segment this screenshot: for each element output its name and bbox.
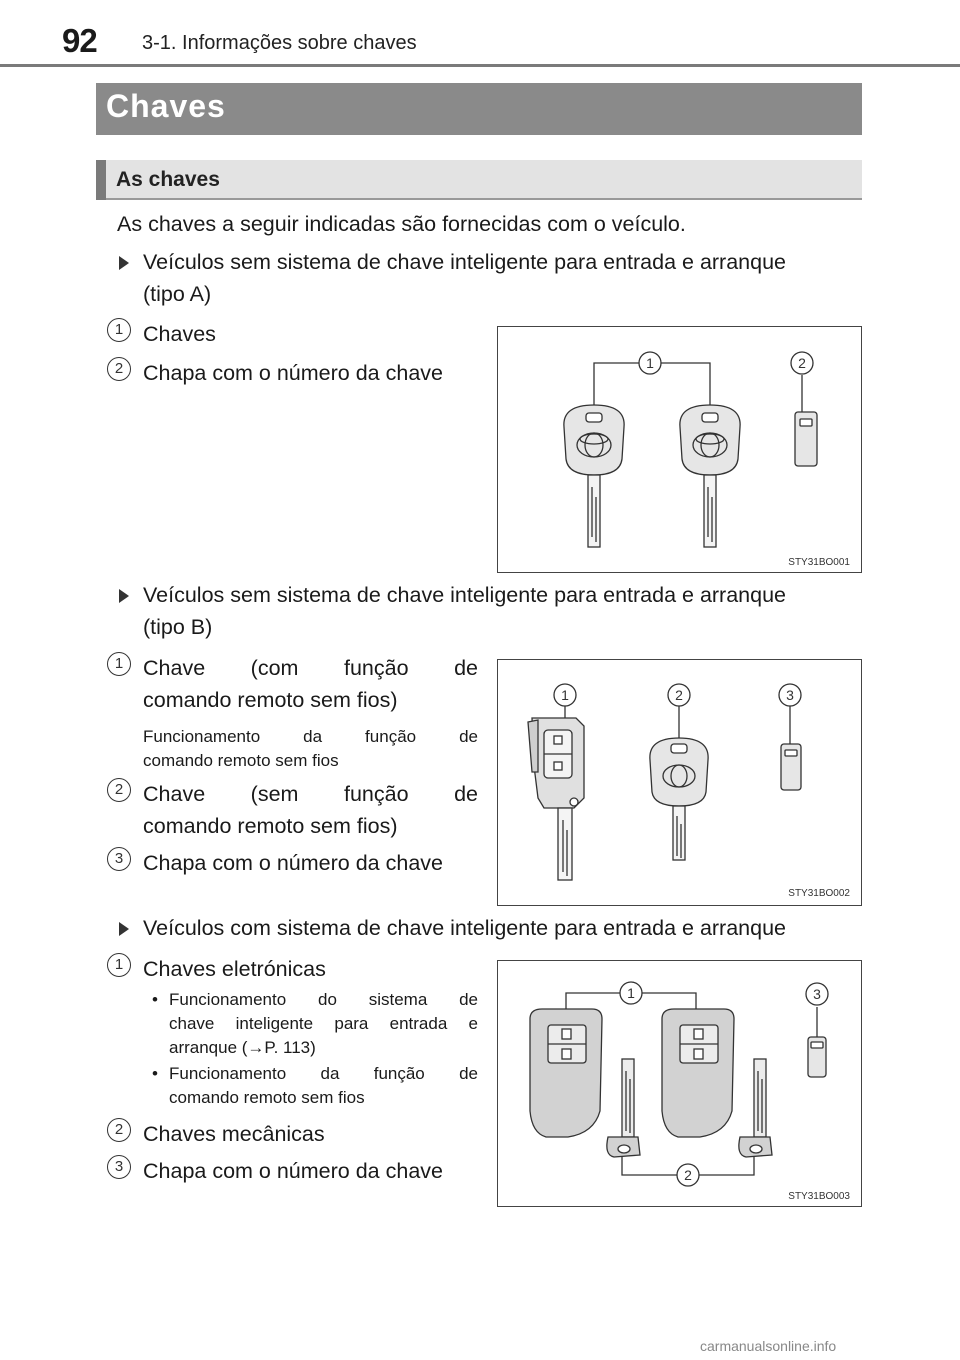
- group-b-item-plain-key-cont: comando remoto sem fios): [143, 814, 398, 838]
- figure-code: STY31BO001: [788, 557, 850, 568]
- item-number-badge: 1: [107, 318, 131, 342]
- group-b-item-remote-key-cont: comando remoto sem fios): [143, 688, 398, 712]
- bullet-dot: •: [152, 990, 158, 1009]
- figure-keys-type-b: [497, 659, 862, 906]
- page-title: Chaves: [106, 88, 226, 124]
- callout-label: 3: [813, 986, 821, 1002]
- item-number-badge: 2: [107, 778, 131, 802]
- callout-label: 1: [561, 687, 569, 703]
- group-c-bullet-1: Funcionamento do sistema de: [169, 990, 478, 1009]
- group-c-bullet-1-ref[interactable]: arranque (→P. 113): [169, 1038, 316, 1057]
- group-b-item-note: Funcionamento da função de: [143, 727, 478, 746]
- callout-number: [554, 684, 576, 706]
- group-b-item-plain-key: Chave (sem função de: [143, 782, 478, 806]
- item-number-badge: 1: [107, 953, 131, 977]
- callout-number: [791, 352, 813, 374]
- keys-type-b-illustration: [498, 660, 860, 904]
- callout-label: 2: [684, 1167, 692, 1183]
- group-c-bullet-2-cont: comando remoto sem fios: [169, 1088, 365, 1107]
- keys-type-a-illustration: [498, 327, 860, 571]
- header-rule: [0, 64, 960, 67]
- figure-code: STY31BO003: [788, 1191, 850, 1202]
- subsection-accent: [96, 160, 106, 200]
- callout-label: 3: [786, 687, 794, 703]
- subsection-title: As chaves: [116, 168, 220, 191]
- callout-number: [620, 982, 642, 1004]
- callout-number: [806, 983, 828, 1005]
- group-b-item-plate: Chapa com o número da chave: [143, 851, 443, 875]
- watermark: carmanualsonline.info: [700, 1338, 837, 1354]
- bullet-dot: •: [152, 1064, 158, 1083]
- callout-number: [677, 1164, 699, 1186]
- group-a-item-plate: Chapa com o número da chave: [143, 361, 443, 385]
- figure-keys-smart: [497, 960, 862, 1207]
- group-a-heading-cont: (tipo A): [143, 282, 212, 306]
- page-number: 92: [62, 22, 97, 59]
- group-c-item-plate: Chapa com o número da chave: [143, 1159, 443, 1183]
- callout-label: 2: [675, 687, 683, 703]
- callout-label: 2: [798, 355, 806, 371]
- group-b-item-remote-key: Chave (com função de: [143, 656, 478, 680]
- callout-number: [779, 684, 801, 706]
- group-c-bullet-1-cont: chave inteligente para entrada e: [169, 1014, 478, 1033]
- callout-label: 1: [646, 355, 654, 371]
- section-header: 3-1. Informações sobre chaves: [142, 32, 417, 54]
- group-c-heading: Veículos com sistema de chave inteligente para entrada e arranque: [143, 916, 787, 940]
- intro-text: As chaves a seguir indicadas são fornecidas com o veículo.: [117, 212, 686, 236]
- group-c-item-electronic-keys: Chaves eletrónicas: [143, 957, 326, 981]
- group-a-heading: Veículos sem sistema de chave inteligente para entrada e arranque: [143, 250, 787, 274]
- item-number-badge: 2: [107, 1118, 131, 1142]
- arrow-bullet-icon: [119, 256, 129, 270]
- arrow-bullet-icon: [119, 589, 129, 603]
- item-number-badge: 3: [107, 847, 131, 871]
- callout-number: [639, 352, 661, 374]
- callout-number: [668, 684, 690, 706]
- group-b-heading-cont: (tipo B): [143, 615, 213, 639]
- callout-label: 1: [627, 985, 635, 1001]
- figure-code: STY31BO002: [788, 888, 850, 899]
- arrow-bullet-icon: [119, 922, 129, 936]
- group-c-bullet-2: Funcionamento da função de: [169, 1064, 478, 1083]
- figure-keys-type-a: [497, 326, 862, 573]
- group-c-item-mechanical-keys: Chaves mecânicas: [143, 1122, 325, 1146]
- group-b-heading: Veículos sem sistema de chave inteligente para entrada e arranque: [143, 583, 787, 607]
- item-number-badge: 1: [107, 652, 131, 676]
- item-number-badge: 2: [107, 357, 131, 381]
- group-a-item-keys: Chaves: [143, 322, 216, 346]
- item-number-badge: 3: [107, 1155, 131, 1179]
- smart-keys-illustration: [498, 961, 860, 1205]
- group-b-item-note-cont: comando remoto sem fios: [143, 751, 339, 770]
